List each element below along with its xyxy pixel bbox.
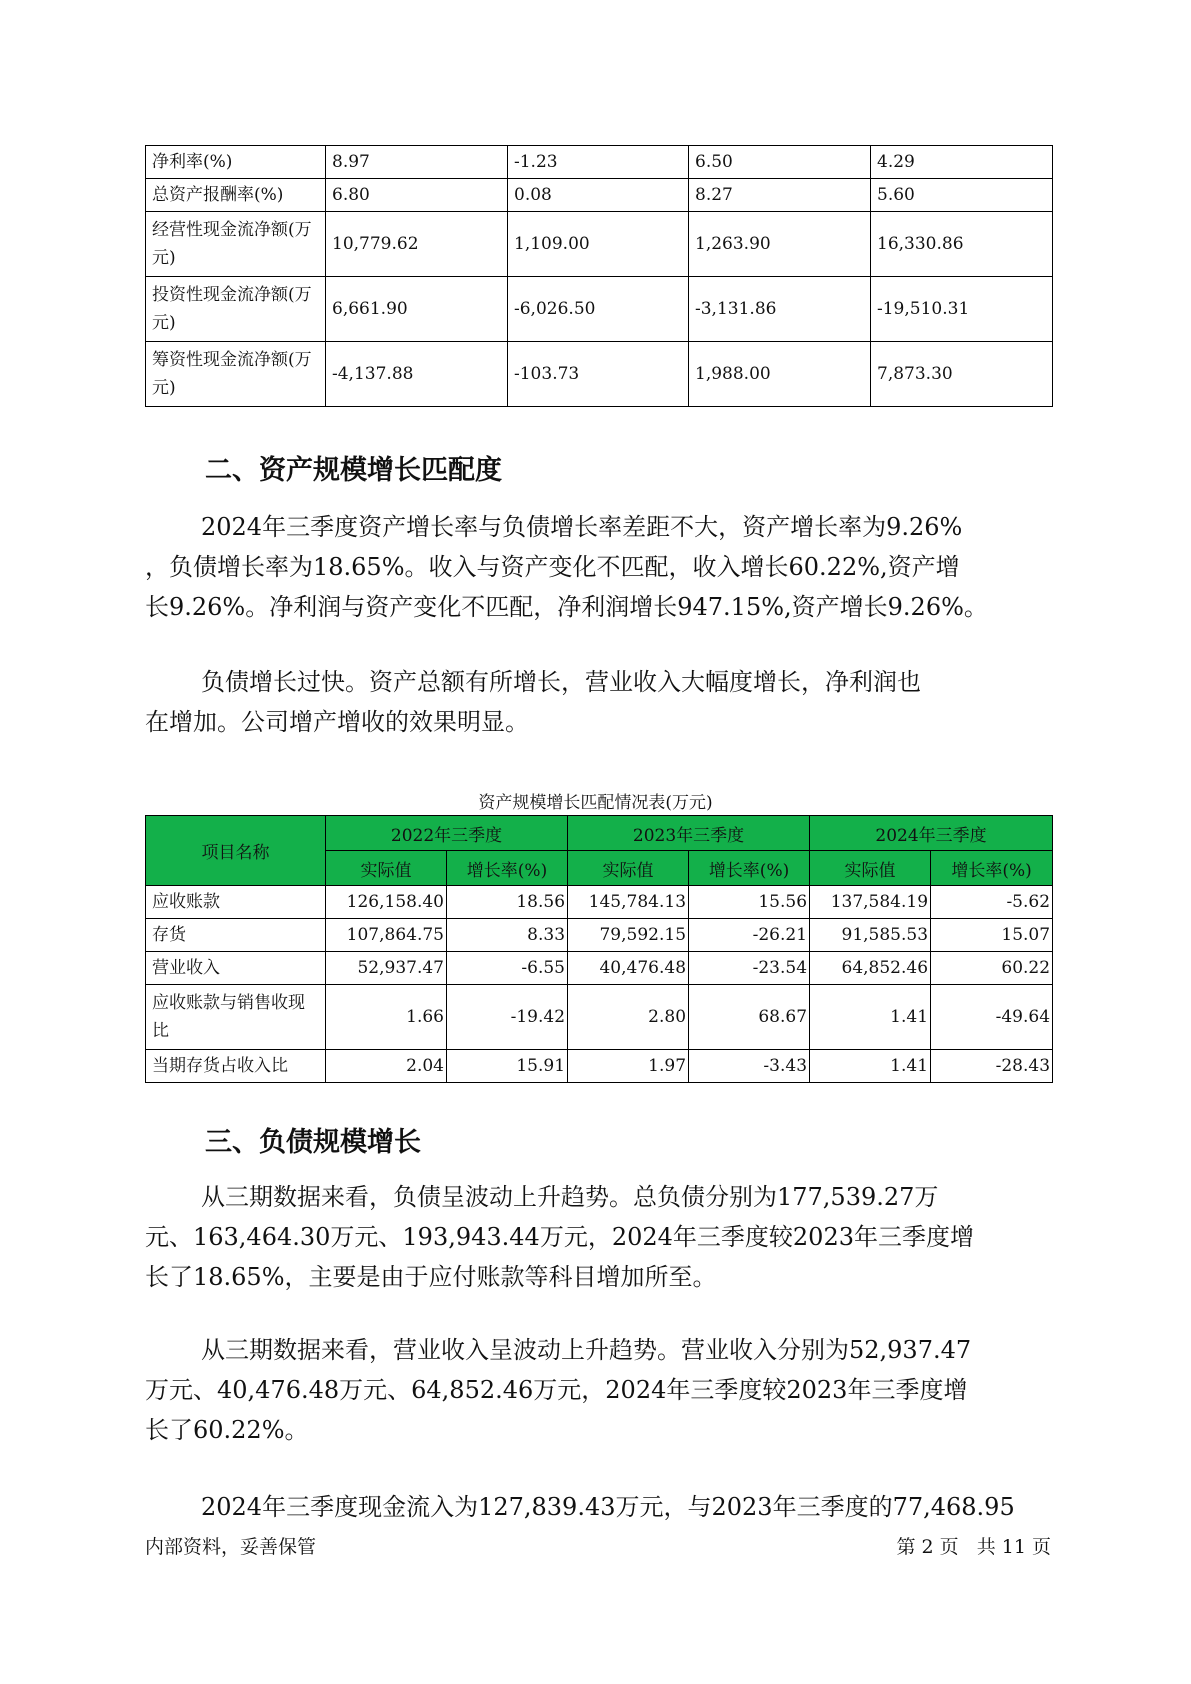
row-label: 总资产报酬率(%) <box>146 179 326 212</box>
table-cell: 1.66 <box>326 985 447 1050</box>
table-cell: 8.33 <box>447 919 568 952</box>
table-cell: 79,592.15 <box>568 919 689 952</box>
table-cell: -49.64 <box>931 985 1053 1050</box>
paragraph <box>145 662 1080 742</box>
table-cell: 107,864.75 <box>326 919 447 952</box>
table-cell: 18.56 <box>447 886 568 919</box>
table-cell: 5.60 <box>871 179 1053 212</box>
table-cell: -23.54 <box>689 952 810 985</box>
table-cell: 8.97 <box>326 146 508 179</box>
table-row <box>146 146 1053 179</box>
table-cell: -1.23 <box>508 146 689 179</box>
table-cell: 15.07 <box>931 919 1053 952</box>
financial-ratio-table <box>145 145 1053 407</box>
table-cell: 7,873.30 <box>871 342 1053 407</box>
table-cell: 15.56 <box>689 886 810 919</box>
text-line: 从三期数据来看，负债呈波动上升趋势。总负债分别为177,539.27万 <box>201 1183 939 1211</box>
table-cell: 1.97 <box>568 1050 689 1083</box>
row-label: 筹资性现金流净额(万元) <box>146 342 326 407</box>
header-growth: 增长率(%) <box>689 851 810 886</box>
header-actual: 实际值 <box>568 851 689 886</box>
table-cell: -6.55 <box>447 952 568 985</box>
section-title: 二、资产规模增长匹配度 <box>205 455 502 486</box>
table-cell: 6,661.90 <box>326 277 508 342</box>
table-row <box>146 179 1053 212</box>
table-cell: 52,937.47 <box>326 952 447 985</box>
table-cell: 2.04 <box>326 1050 447 1083</box>
table-cell: 137,584.19 <box>810 886 931 919</box>
table-cell: 15.91 <box>447 1050 568 1083</box>
table-cell: 1,263.90 <box>689 212 871 277</box>
table-cell: 8.27 <box>689 179 871 212</box>
text-line: 2024年三季度资产增长率与负债增长率差距不大，资产增长率为9.26% <box>201 513 963 541</box>
footer-confidential: 内部资料，妥善保管 <box>145 1536 317 1558</box>
table-cell: 6.50 <box>689 146 871 179</box>
text-line: 长了18.65%，主要是由于应付账款等科目增加所至。 <box>145 1263 717 1291</box>
row-label: 当期存货占收入比 <box>146 1050 326 1083</box>
table-cell: -103.73 <box>508 342 689 407</box>
table-cell: 16,330.86 <box>871 212 1053 277</box>
paragraph <box>145 1330 1080 1450</box>
table-cell: -28.43 <box>931 1050 1053 1083</box>
table-cell: 0.08 <box>508 179 689 212</box>
table-cell: 64,852.46 <box>810 952 931 985</box>
footer-page-number: 第 2 页 共 11 页 <box>896 1536 1051 1558</box>
row-label: 投资性现金流净额(万元) <box>146 277 326 342</box>
table-cell: 6.80 <box>326 179 508 212</box>
asset-growth-table <box>145 815 1053 1083</box>
table-row <box>146 985 1053 1050</box>
table-caption: 资产规模增长匹配情况表(万元) <box>478 793 713 813</box>
text-line: 从三期数据来看，营业收入呈波动上升趋势。营业收入分别为52,937.47 <box>201 1336 972 1364</box>
table-cell: 2.80 <box>568 985 689 1050</box>
paragraph <box>145 507 1080 627</box>
text-line: 负债增长过快。资产总额有所增长，营业收入大幅度增长，净利润也 <box>201 668 921 696</box>
table-cell: -4,137.88 <box>326 342 508 407</box>
text-line: 元、163,464.30万元、193,943.44万元，2024年三季度较2023年三季度增 <box>145 1223 974 1251</box>
text-line: 在增加。公司增产增收的效果明显。 <box>145 708 529 736</box>
table-cell: -3.43 <box>689 1050 810 1083</box>
table-cell: 126,158.40 <box>326 886 447 919</box>
table-row <box>146 919 1053 952</box>
header-period: 2022年三季度 <box>326 816 568 851</box>
table-row <box>146 277 1053 342</box>
header-period: 2024年三季度 <box>810 816 1053 851</box>
table-cell: 10,779.62 <box>326 212 508 277</box>
table-cell: -5.62 <box>931 886 1053 919</box>
header-period: 2023年三季度 <box>568 816 810 851</box>
table-cell: 40,476.48 <box>568 952 689 985</box>
table-row <box>146 212 1053 277</box>
text-line: 长9.26%。净利润与资产变化不匹配，净利润增长947.15%,资产增长9.26%。 <box>145 593 988 621</box>
section-title: 三、负债规模增长 <box>205 1127 421 1158</box>
row-label: 经营性现金流净额(万元) <box>146 212 326 277</box>
table-cell: 4.29 <box>871 146 1053 179</box>
table-cell: 145,784.13 <box>568 886 689 919</box>
header-item-name: 项目名称 <box>146 816 326 886</box>
table-cell: 1,109.00 <box>508 212 689 277</box>
table-header-row <box>146 816 1053 851</box>
table-cell: -6,026.50 <box>508 277 689 342</box>
table-row <box>146 952 1053 985</box>
header-growth: 增长率(%) <box>447 851 568 886</box>
table-cell: 91,585.53 <box>810 919 931 952</box>
text-line: ，负债增长率为18.65%。收入与资产变化不匹配，收入增长60.22%,资产增 <box>145 553 960 581</box>
table-cell: -26.21 <box>689 919 810 952</box>
table-cell: 1,988.00 <box>689 342 871 407</box>
table-row <box>146 886 1053 919</box>
table-cell: 60.22 <box>931 952 1053 985</box>
table-cell: 68.67 <box>689 985 810 1050</box>
table-cell: -3,131.86 <box>689 277 871 342</box>
table-row <box>146 342 1053 407</box>
row-label: 存货 <box>146 919 326 952</box>
text-line: 长了60.22%。 <box>145 1416 309 1444</box>
row-label: 应收账款 <box>146 886 326 919</box>
table-cell: -19,510.31 <box>871 277 1053 342</box>
row-label: 应收账款与销售收现比 <box>146 985 326 1050</box>
paragraph <box>145 1177 1080 1297</box>
text-line: 万元、40,476.48万元、64,852.46万元，2024年三季度较2023年三季度增 <box>145 1376 968 1404</box>
row-label: 净利率(%) <box>146 146 326 179</box>
table-cell: 1.41 <box>810 1050 931 1083</box>
paragraph <box>145 1487 1080 1527</box>
text-line: 2024年三季度现金流入为127,839.43万元，与2023年三季度的77,468.95 <box>201 1493 1015 1521</box>
header-growth: 增长率(%) <box>931 851 1053 886</box>
table-row <box>146 1050 1053 1083</box>
row-label: 营业收入 <box>146 952 326 985</box>
header-actual: 实际值 <box>326 851 447 886</box>
header-actual: 实际值 <box>810 851 931 886</box>
table-cell: -19.42 <box>447 985 568 1050</box>
table-cell: 1.41 <box>810 985 931 1050</box>
